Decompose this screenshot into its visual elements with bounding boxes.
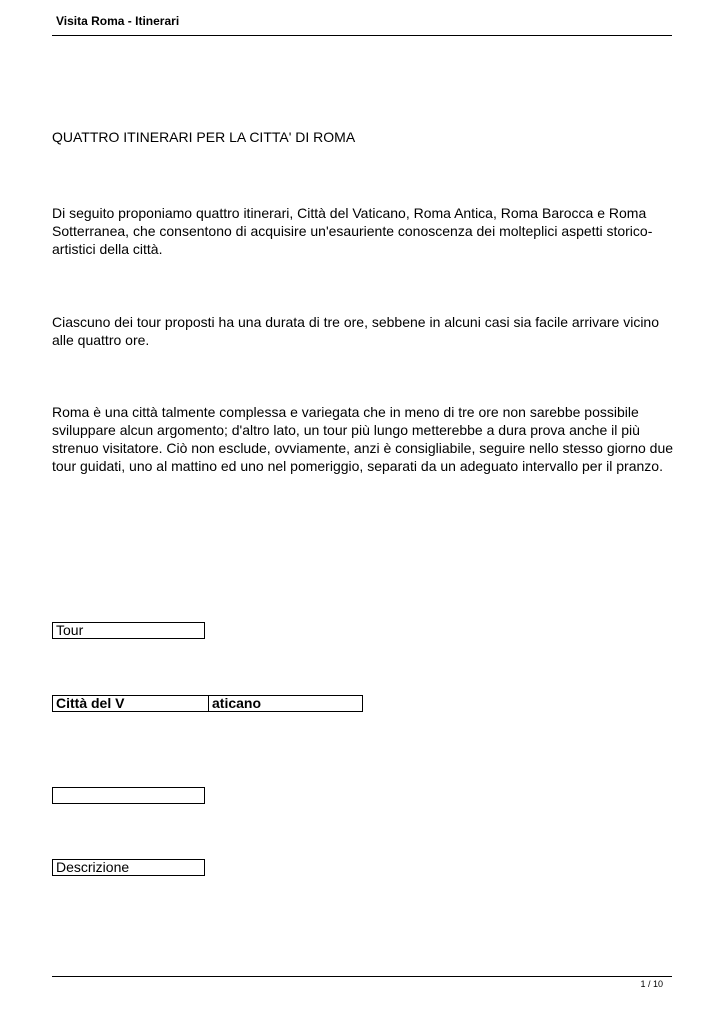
document-title: QUATTRO ITINERARI PER LA CITTA' DI ROMA (52, 129, 356, 145)
tour-name-right-cell: aticano (212, 695, 262, 711)
paragraph-complexity: Roma è una città talmente complessa e variegata che in meno di tre ore non sarebbe possibile sviluppare alcun argomento; d'altro lato, un tour più lungo metterebbe a dura prova anche il più strenuo visitatore. Ciò non esclude, ovviamente, anzi è consigliabile, seguire nello stesso giorno due tour guidati, uno al mattino ed uno nel pomeriggio, separati da un adeguato intervallo per il pranzo. (52, 404, 674, 474)
page-number: 1 / 10 (640, 979, 663, 989)
paragraph-duration: Ciascuno dei tour proposti ha una durata di tre ore, sebbene in alcuni casi sia facile arrivare vicino alle quattro ore. (52, 314, 660, 348)
header-title: Visita Roma - Itinerari (56, 14, 180, 28)
tour-name-box (52, 695, 363, 712)
description-label-box: Descrizione (52, 859, 205, 876)
tour-label-box: Tour (52, 622, 205, 639)
footer-divider (52, 976, 672, 977)
header-divider (52, 35, 672, 36)
tour-name-left-cell: Città del V (53, 696, 209, 711)
paragraph-intro: Di seguito proponiamo quattro itinerari, Città del Vaticano, Roma Antica, Roma Barocca e Roma Sotterranea, che consentono di acquisire un'esauriente conoscenza dei molteplici aspetti storico-artistici della città. (52, 205, 653, 257)
empty-field-box (52, 787, 205, 804)
